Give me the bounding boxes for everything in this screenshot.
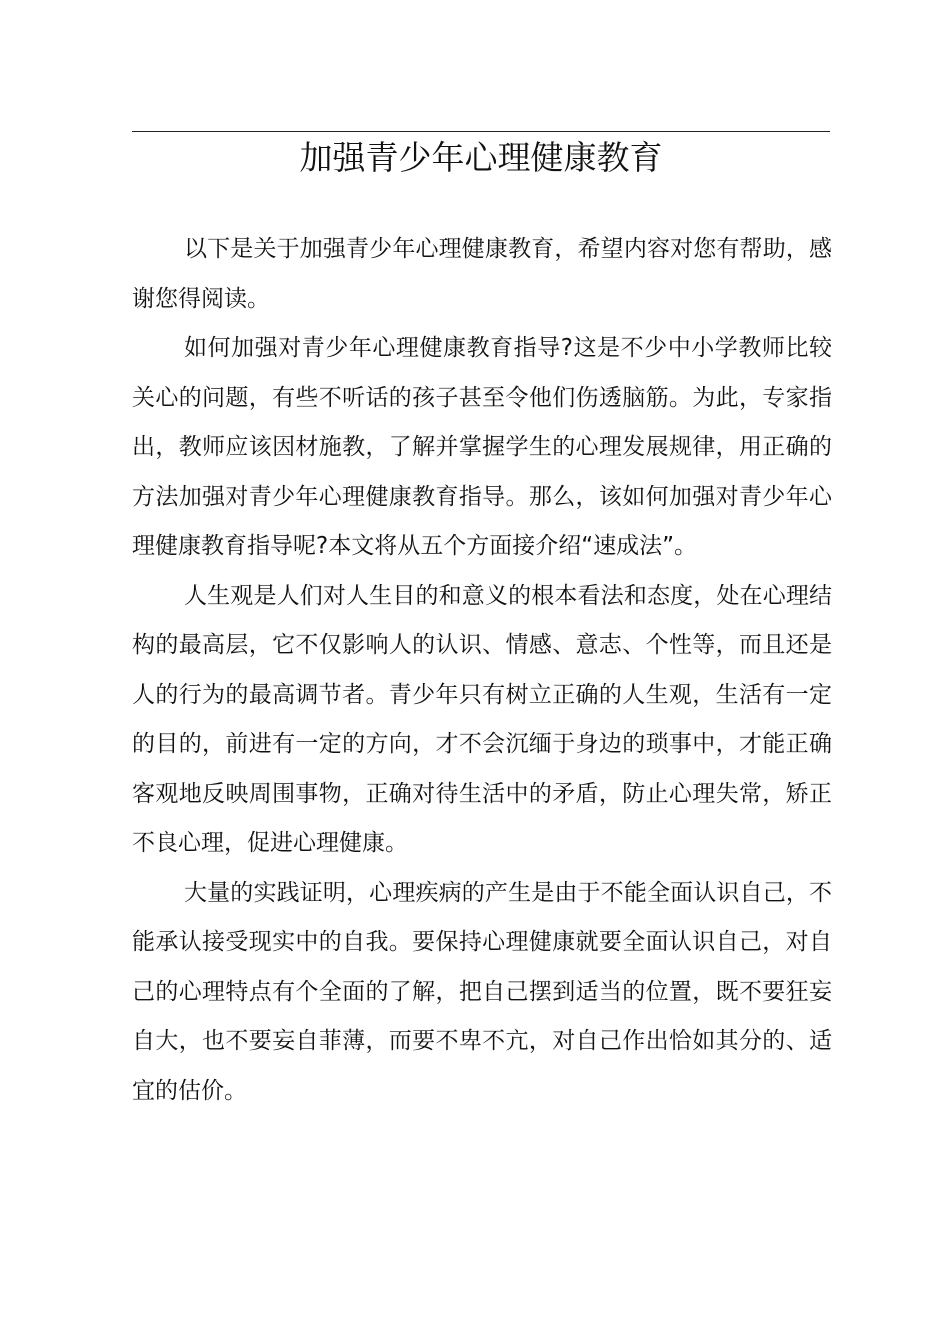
document-title: 加强青少年心理健康教育 [299, 138, 663, 177]
paragraph-self-knowledge: 大量的实践证明，心理疾病的产生是由于不能全面认识自己，不能承认接受现实中的自我。要保持心理健康就要全面认识自己，对自己的心理特点有个全面的了解，把自己摆到适当的位置，既不要狂妄自大，也不要妄自菲薄，而要不卑不亢，对自己作出恰如其分的、适宜的估价。 [132, 879, 832, 1104]
paragraph-intro: 以下是关于加强青少年心理健康教育，希望内容对您有帮助，感谢您得阅读。 [132, 236, 832, 312]
paragraph-question: 如何加强对青少年心理健康教育指导?这是不少中小学教师比较关心的问题，有些不听话的孩子甚至令他们伤透脑筋。为此，专家指出，教师应该因材施教，了解并掌握学生的心理发展规律，用正确的方法加强对青少年心理健康教育指导。那么，该如何加强对青少年心理健康教育指导呢?本文将从五个方面接介绍“速成法”。 [132, 335, 832, 559]
paragraph-outlook-on-life: 人生观是人们对人生目的和意义的根本看法和态度，处在心理结构的最高层，它不仅影响人的认识、情感、意志、个性等，而且还是人的行为的最高调节者。青少年只有树立正确的人生观，生活有一定的目的，前进有一定的方向，才不会沉缅于身边的琐事中，才能正确客观地反映周围事物，正确对待生活中的矛盾，防止心理失常，矫正不良心理，促进心理健康。 [132, 582, 832, 856]
document-body [132, 225, 832, 1116]
header-rule [132, 131, 830, 132]
